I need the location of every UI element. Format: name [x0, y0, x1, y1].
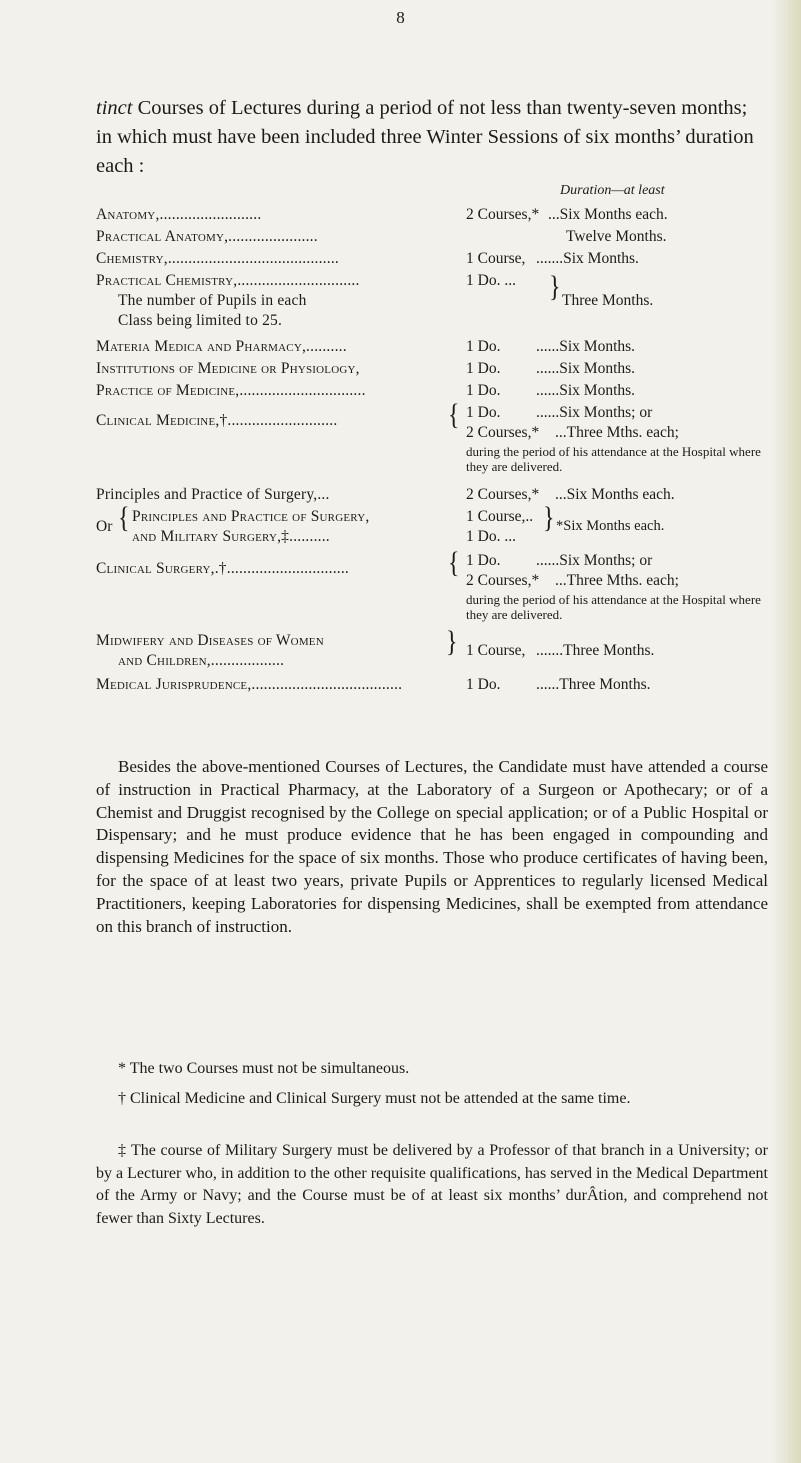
subject-midwifery-line2: and Children,.................. [118, 652, 285, 669]
subject-clinical-medicine: Clinical Medicine,†........................... [96, 412, 338, 429]
subject-materia-medica: Materia Medica and Pharmacy,.......... [96, 338, 347, 355]
duration-clinical-surgery-1: ......Six Months; or [536, 552, 653, 569]
count-military-surgery-1: 1 Course,.. [466, 508, 534, 525]
subject-practical-chemistry-note-line2: Class being limited to 25. [118, 312, 283, 329]
intro-paragraph [96, 94, 766, 181]
duration-clinical-surgery-2: ...Three Mths. each; [555, 572, 679, 589]
footnote-asterisk: * The two Courses must not be simultaneous. [118, 1060, 410, 1077]
duration-medical-jurisprudence: ......Three Months. [536, 676, 651, 693]
count-military-surgery-2: 1 Do. ... [466, 528, 516, 545]
subject-military-surgery: and Military Surgery,‡.......... [132, 528, 330, 545]
subject-principles-and-practice-of-surgery: Principles and Practice of Surgery, [132, 508, 370, 525]
count-materia-medica: 1 Do. [466, 338, 501, 355]
duration-principles-of-surgery: ...Six Months each. [555, 486, 675, 503]
count-midwifery: 1 Course, [466, 642, 526, 659]
pharmacy-paragraph: Besides the above-mentioned Courses of Lectures, the Candidate must have attended a course of instruction in Practical Pharmacy, at the Laboratory of a Surgeon or Apothecary; or of a Chemist and Druggist recognised by the College on special application; or of a Public Hospital or Dispensary; and he must produce evidence that he has been engaged in compounding and dispensing Medicines for the space of six months. Those who produce certificates of having been, for the space of at least two years, private Pupils or Apprentices to regularly licensed Medical Practitioners, keeping Laboratories for dispensing Medicines, shall be exempted from attendance on this branch of instruction. [96, 757, 768, 936]
count-clinical-surgery-2: 2 Courses,* [466, 572, 540, 589]
subject-practice-of-medicine: Practice of Medicine,............................... [96, 382, 366, 399]
subject-chemistry: Chemistry,.......................................... [96, 250, 339, 267]
duration-practical-chemistry: Three Months. [562, 292, 654, 309]
duration-military-surgery: *Six Months each. [556, 518, 665, 534]
count-medical-jurisprudence: 1 Do. [466, 676, 501, 693]
count-clinical-surgery-1: 1 Do. [466, 552, 501, 569]
subject-principles-of-surgery: Principles and Practice of Surgery,... [96, 486, 330, 503]
subject-practical-anatomy: Practical Anatomy,...................... [96, 228, 318, 245]
count-chemistry: 1 Course, [466, 250, 526, 267]
count-clinical-medicine-1: 1 Do. [466, 404, 501, 421]
duration-clinical-medicine-1: ......Six Months; or [536, 404, 653, 421]
subject-institutions-of-medicine: Institutions of Medicine or Physiology, [96, 360, 360, 377]
count-practical-chemistry: 1 Do. ... [466, 272, 516, 289]
duration-anatomy: ...Six Months each. [548, 206, 668, 223]
count-institutions-of-medicine: 1 Do. [466, 360, 501, 377]
duration-chemistry: .......Six Months. [536, 250, 639, 267]
or-label: Or [96, 518, 113, 535]
count-clinical-medicine-2: 2 Courses,* [466, 424, 540, 441]
footnote-double-dagger: ‡ The course of Military Surgery must be delivered by a Professor of that branch in a University; or by a Lecturer who, in addition to the other requisite qualifications, has served in the Medical Department of the Army or Navy; and the Course must be of at least six months’ durÂtion, and comprehend not fewer than Sixty Lectures. [96, 1142, 768, 1227]
brace-midwifery: } [446, 625, 458, 659]
brace-or-right: } [543, 501, 555, 535]
duration-practical-anatomy: Twelve Months. [566, 228, 667, 245]
subject-practical-chemistry-note-line1: The number of Pupils in each [118, 292, 307, 309]
subject-practical-chemistry: Practical Chemistry,.............................. [96, 272, 360, 289]
duration-institutions-of-medicine: ......Six Months. [536, 360, 636, 377]
duration-midwifery: .......Three Months. [536, 642, 655, 659]
duration-materia-medica: ......Six Months. [536, 338, 636, 355]
duration-practice-of-medicine: ......Six Months. [536, 382, 636, 399]
footnote-dagger: † Clinical Medicine and Clinical Surgery must not be attended at the same time. [118, 1090, 631, 1107]
duration-header: Duration—at least [560, 183, 665, 198]
brace-clinical-surgery: { [448, 546, 460, 580]
subject-anatomy: Anatomy,......................... [96, 206, 262, 223]
subject-medical-jurisprudence: Medical Jurisprudence,..................................... [96, 676, 403, 693]
note-clinical-medicine: during the period of his attendance at the Hospital where they are delivered. [466, 444, 761, 474]
count-practice-of-medicine: 1 Do. [466, 382, 501, 399]
brace-practical-chemistry: } [549, 270, 561, 304]
intro-lead-word: tinct [96, 97, 133, 119]
page-number: 8 [396, 8, 405, 27]
subject-midwifery: Midwifery and Diseases of Women [96, 632, 324, 649]
duration-clinical-medicine-2: ...Three Mths. each; [555, 424, 679, 441]
count-anatomy: 2 Courses,* [466, 206, 540, 223]
subject-clinical-surgery: Clinical Surgery,.†.............................. [96, 560, 349, 577]
brace-or-left: { [118, 501, 130, 535]
page-edge-shading [771, 0, 801, 1463]
note-clinical-surgery: during the period of his attendance at the Hospital where they are delivered. [466, 592, 761, 622]
intro-text: Courses of Lectures during a period of not less than twenty-seven months; in which must have been included three Winter Sessions of six months’ duration each : [96, 97, 754, 177]
brace-clinical-medicine: { [448, 398, 460, 432]
count-principles-of-surgery: 2 Courses,* [466, 486, 540, 503]
